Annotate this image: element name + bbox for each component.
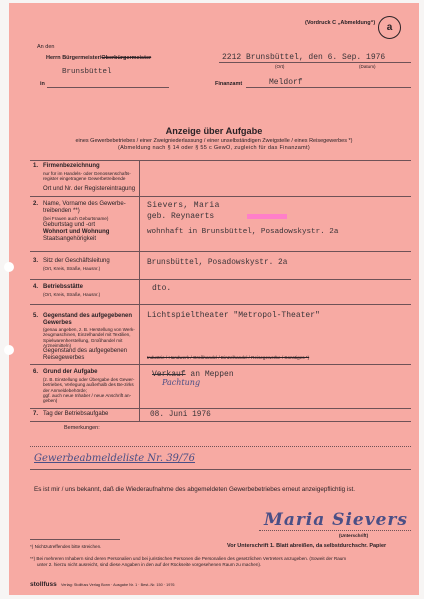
recipient-label: Herrn Bürgermeister/Oberbürgermeister bbox=[46, 55, 152, 61]
row5-value: Lichtspieltheater "Metropol-Theater" bbox=[147, 311, 320, 320]
row4-label: Betriebsstätte bbox=[43, 284, 84, 290]
form-subtitle: eines Gewerbebetriebes / einer Zweigniederlassung / einer unselbständigen Zweigstelle / eines Reisegewerbes *) bbox=[75, 138, 353, 144]
row3-sub: (Ort, Kreis, Straße, Hausnr.) bbox=[43, 266, 101, 271]
row2-value: Sievers, Maria bbox=[147, 201, 220, 210]
publisher-line: Verlag: Stollfuss Verlag Bonn · Ausgabe Nr. 1 · Best.-Nr. 150 · 1976 bbox=[61, 583, 175, 587]
row1-sub2: Ort und Nr. der Registereintragung bbox=[43, 186, 136, 192]
footnote-2a: **) Bei mehreren Inhabern sind deren Personalien und bei juristischen Personen die Personalien des gesetzlichen Vertreters anzugeben. (Soweit der Raum bbox=[30, 556, 347, 561]
row5-label: Gegenstand des aufgegebenen Gewerbes bbox=[43, 313, 133, 326]
finanzamt-label: Finanzamt bbox=[215, 81, 243, 87]
an-den-label: An den bbox=[37, 44, 55, 50]
form-badge: a bbox=[378, 16, 401, 39]
handwritten-list-note: Gewerbeabmeldeliste Nr. 39/76 bbox=[34, 453, 196, 464]
row5-sub2: Gegenstand des aufgegebenen Reisegewerbes bbox=[43, 348, 128, 361]
row7-number: 7. bbox=[33, 411, 39, 417]
footnote-2b: unter 2. hierzu nicht ausreicht, sind diese Angaben in den auf der Rückseite vorgesehenen Raum zu machen). bbox=[37, 562, 262, 567]
row5-options: Industrie / Handwerk / Großhandel / Einzelhandel / Reisegewerbe / Sonstiges *) bbox=[147, 355, 310, 360]
in-label: in bbox=[40, 81, 45, 87]
signature: Maria Sievers bbox=[264, 510, 408, 530]
datum-label: (Datum) bbox=[359, 64, 376, 69]
row6-sub: (z. B. Einstellung oder Übergabe des Gewer-betriebes, Verlegung außerhalb des Be-zirks der Anmeldebehörde; bbox=[43, 377, 135, 393]
row2-sub: (bei Frauen auch Geburtsname) bbox=[43, 216, 109, 221]
form-sheet bbox=[9, 3, 419, 595]
form-subtitle-2: (Abmeldung nach § 14 oder § 55 c GewO, zugleich für das Finanzamt) bbox=[118, 145, 310, 151]
row4-value: dto. bbox=[152, 284, 172, 293]
tear-instruction: Vor Unterschrift 1. Blatt abreißen, da selbstdurchschr. Papier bbox=[227, 543, 387, 549]
row1-sub: nur für im Handels- oder Genossenschafts-register eingetragene Gewerbetreibende bbox=[43, 171, 131, 182]
statement-text: Es ist mir / uns bekannt, daß die Wiederaufnahme des abgemeldeten Gewerbebetriebes erneut anzeigepflichtig ist. bbox=[34, 486, 355, 493]
form-title: Anzeige über Aufgabe bbox=[165, 126, 263, 136]
row7-value: 08. Juni 1976 bbox=[150, 411, 211, 419]
row2-sub2: Geburtstag und -ort bbox=[43, 222, 96, 228]
row6-value: Verkauf an Meppen bbox=[152, 370, 234, 379]
row5-sub: (genau angeben, z. B. Herstellung von Werk-zeugmaschinen, Einzelhandel mit Textilien, Spielwarenherstellung, Großhandel mit Arzneimitteln) bbox=[43, 327, 135, 348]
ort-label: (Ort) bbox=[275, 64, 285, 69]
row2-sub4: Staatsangehörigkeit bbox=[43, 236, 97, 242]
row1-label: Firmenbezeichnung bbox=[43, 163, 100, 169]
row1-number: 1. bbox=[33, 163, 39, 169]
form-type-label: (Vordruck C „Abmeldung“) bbox=[305, 20, 376, 26]
punch-hole-bottom bbox=[4, 345, 14, 355]
row2-label: Name, Vorname des Gewerbe-treibenden **) bbox=[43, 201, 126, 214]
redaction-mark bbox=[247, 214, 287, 219]
row7-label: Tag der Betriebsaufgabe bbox=[43, 411, 109, 417]
row3-number: 3. bbox=[33, 258, 39, 264]
finanzamt-value: Meldorf bbox=[269, 78, 303, 87]
row6-number: 6. bbox=[33, 369, 39, 375]
row5-number: 5. bbox=[33, 313, 39, 319]
row2-sub3: Wohnort und Wohnung bbox=[43, 229, 110, 235]
row3-label: Sitz der Geschäftsleitung bbox=[43, 258, 110, 264]
row2-value2: geb. Reynaerts bbox=[147, 212, 215, 221]
recipient-city: Brunsbüttel bbox=[62, 68, 112, 76]
row2-value3: wohnhaft in Brunsbüttel, Posadowskystr. 2a bbox=[147, 228, 339, 236]
row4-sub: (Ort, Kreis, Straße, Hausnr.) bbox=[43, 292, 101, 297]
footnote-1: *) Nichtzutreffendes bitte streichen. bbox=[30, 544, 102, 549]
signature-label: (Unterschrift) bbox=[339, 533, 369, 538]
row4-number: 4. bbox=[33, 284, 39, 290]
row6-handwritten: Pachtung bbox=[162, 378, 201, 387]
row6-sub2: ggf. auch neue Inhaber / neue Anschrift an-geben) bbox=[43, 393, 132, 404]
place-date: 2212 Brunsbüttel, den 6. Sep. 1976 bbox=[222, 53, 386, 62]
row2-number: 2. bbox=[33, 201, 39, 207]
punch-hole-top bbox=[4, 262, 14, 272]
row6-label: Grund der Aufgabe bbox=[43, 369, 98, 375]
publisher-logo: stollfuss bbox=[30, 581, 57, 588]
row3-value: Brunsbüttel, Posadowskystr. 2a bbox=[147, 259, 288, 267]
remarks-label: Bemerkungen: bbox=[64, 425, 100, 431]
